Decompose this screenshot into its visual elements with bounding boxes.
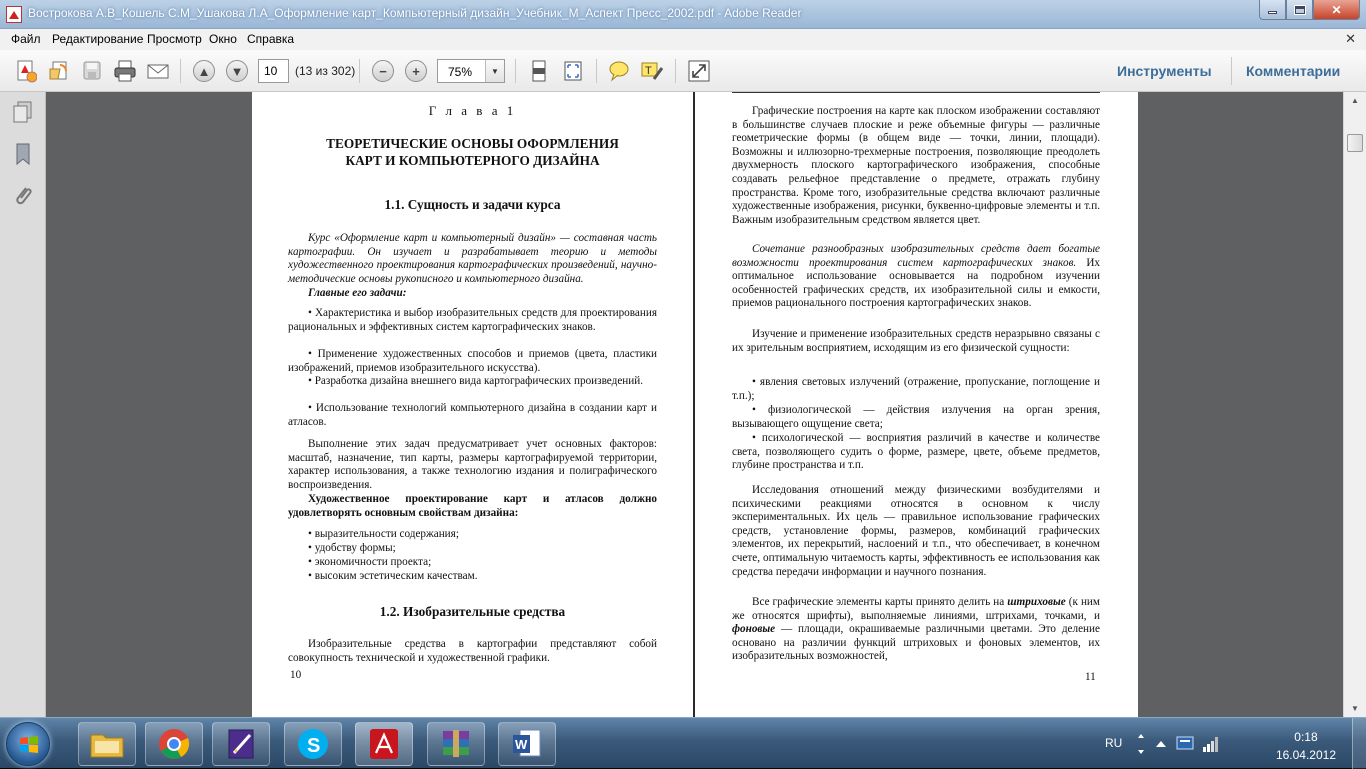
taskbar-app-3[interactable] [212, 722, 270, 766]
page-left [252, 92, 693, 717]
page-thumbnails-icon[interactable] [12, 100, 34, 124]
page-number-right: 11 [1085, 671, 1096, 683]
perception-item-1: • явления световых излучений (отражение, пропускание, поглощение и т.п.); [732, 376, 1100, 402]
task-item-3: • Разработка дизайна внешнего вида картографических произведений. [308, 375, 644, 387]
zoom-value: 75% [448, 65, 473, 79]
plus-icon: + [405, 60, 427, 82]
svg-text:W: W [515, 737, 528, 752]
perception-item-3: • психологической — восприятия различий в качестве и количестве света, позволяющего судить о форме, размере, цвете, объеме предметов, глубине пространства и т.п. [732, 432, 1100, 472]
close-button[interactable] [1313, 0, 1360, 20]
page-number-left: 10 [290, 669, 302, 681]
save-icon [81, 59, 103, 83]
open-icon [48, 59, 70, 83]
window-title: Вострокова А.В_Кошель С.М_Ушакова Л.А_Оформление карт_Компьютерный дизайн_Учебник_М_Аспект Пресс_2002.pdf - Adobe Reader [28, 6, 802, 20]
minimize-button[interactable] [1259, 0, 1286, 20]
task-item-4: • Использование технологий компьютерного дизайна в создании карт и атласов. [288, 402, 657, 428]
menu-view[interactable]: Просмотр [147, 32, 202, 46]
page-count: (13 из 302) [295, 64, 356, 78]
arrow-down-icon: ▼ [226, 60, 248, 82]
intro-paragraph: Курс «Оформление карт и компьютерный дизайн» — составная часть картографии. Он изучает и разрабатывает теорию и методы художественного проектирования картографических произведений, научно-методические основы рукописного и компьютерного дизайна. [288, 232, 657, 285]
document-view[interactable] [46, 92, 1343, 717]
clock-time: 0:18 [1294, 730, 1318, 744]
right-paragraph-2-italic: Сочетание разнообразных изобразительных средств дает богатые возможности проектирования систем картографических знаков. [732, 243, 1100, 269]
zoom-select[interactable] [437, 59, 505, 83]
taskbar [0, 717, 1366, 768]
p5-d: фоновые [732, 623, 776, 636]
factors-paragraph: Выполнение этих задач предусматривает учет основных факторов: масштаб, назначение, тип карты, размеры картографируемой территории, характер использования, а также технологию издания и полиграфического воспроизведения. [288, 438, 657, 491]
windows-logo-icon [19, 735, 39, 755]
zoom-out-button[interactable] [371, 59, 395, 83]
svg-text:T: T [645, 65, 652, 77]
property-item-2: • удобству формы; [308, 542, 396, 554]
right-paragraph-3: Изучение и применение изобразительных средств неразрывно связаны с их зрительным восприятием, исходящим из его физической сущности: [732, 328, 1100, 354]
system-tray [1106, 718, 1366, 769]
previous-page-button[interactable] [192, 59, 216, 83]
property-item-3: • экономичности проекта; [308, 556, 432, 568]
p5-a: Все графические элементы карты принято делить на [752, 596, 1008, 608]
p5-b: штриховые [1007, 596, 1066, 608]
open-button[interactable] [47, 59, 71, 83]
comments-pane-button[interactable]: Комментарии [1246, 63, 1341, 79]
fit-page-icon [562, 59, 584, 83]
tools-pane-button[interactable]: Инструменты [1117, 63, 1212, 79]
tasks-heading: Главные его задачи: [308, 287, 407, 299]
network-signal-icon[interactable] [1202, 733, 1220, 753]
right-paragraph-4: Исследования отношений между физическими возбудителями и психическими реакциями относятся в основном к числу экспериментальных. Их цель — правильное использование графических средств, установление формы, размеров, комбинаций графических элементов, их перекрытий, наслоений и т.п., что обеспечивает, в конечном счете, оптимальную читаемость карты, эффективность ее использования как средства передачи информации и научного познания. [732, 484, 1100, 578]
show-hidden-icons-icon[interactable] [1155, 738, 1167, 748]
vertical-scrollbar[interactable] [1343, 92, 1366, 717]
print-icon [113, 59, 137, 83]
attachments-icon[interactable] [12, 184, 34, 208]
tray-arrows-icon[interactable] [1136, 732, 1146, 756]
create-pdf-button[interactable] [14, 59, 38, 83]
graphic-means-paragraph: Изобразительные средства в картографии представляют собой совокупность технической и художественной графики. [288, 638, 657, 664]
clock[interactable] [1276, 728, 1336, 764]
menu-bar [0, 29, 1366, 50]
close-icon: ✕ [1331, 2, 1342, 17]
create-pdf-icon [15, 59, 37, 83]
skype-icon [296, 727, 330, 761]
chapter-title-line2: КАРТ И КОМПЬЮТЕРНОГО ДИЗАЙНА [345, 153, 600, 168]
scroll-thumb[interactable] [1347, 134, 1363, 152]
keyboard-icon[interactable] [1176, 734, 1194, 752]
clock-date: 16.04.2012 [1275, 748, 1336, 762]
email-icon [146, 59, 170, 83]
scroll-up-icon[interactable]: ▲ [1351, 96, 1359, 105]
menu-edit[interactable]: Редактирование [52, 32, 144, 46]
adobe-reader-taskbar-icon [368, 727, 400, 761]
zoom-in-button[interactable] [404, 59, 428, 83]
next-page-button[interactable] [225, 59, 249, 83]
full-screen-button[interactable] [687, 59, 711, 83]
scrolling-mode-button[interactable] [527, 59, 551, 83]
task-item-2: • Применение художественных способов и приемов (цвета, пластики изображений, приемов изобразительного искусства). [288, 348, 657, 374]
minimize-icon [1268, 11, 1277, 14]
perception-item-2: • физиологической — действия излучения на орган зрения, вызывающего ощущение света; [732, 404, 1100, 430]
chrome-icon [157, 727, 191, 761]
maximize-icon [1295, 6, 1305, 14]
page-right [695, 92, 1138, 717]
right-paragraph-2-rest: Их оптимальное использование основывается на подробном изучении особенностей графических средств, их изобразительной силы и емкости, приемов рационального построения картографических знаков. [732, 256, 1100, 310]
svg-text:S: S [307, 735, 321, 757]
word-icon [510, 727, 544, 761]
taskbar-winrar[interactable] [427, 722, 485, 766]
save-button[interactable] [80, 59, 104, 83]
taskbar-word[interactable] [498, 722, 556, 766]
property-item-1: • выразительности содержания; [308, 528, 459, 540]
start-button[interactable] [6, 722, 50, 766]
right-paragraph-2 [732, 243, 1100, 311]
taskbar-explorer[interactable] [78, 722, 136, 766]
chapter-title-line1: ТЕОРЕТИЧЕСКИЕ ОСНОВЫ ОФОРМЛЕНИЯ [326, 136, 619, 151]
print-button[interactable] [113, 59, 137, 83]
section-heading-1-1: 1.1. Сущность и задачи курса [384, 197, 561, 212]
minus-icon: − [372, 60, 394, 82]
bookmarks-icon[interactable] [12, 142, 34, 166]
section-heading-1-2: 1.2. Изобразительные средства [379, 604, 566, 619]
menu-help[interactable]: Справка [247, 32, 295, 46]
maximize-button[interactable] [1286, 0, 1313, 20]
taskbar-chrome[interactable] [145, 722, 203, 766]
menu-window[interactable]: Окно [209, 32, 237, 46]
adobe-reader-icon [6, 6, 22, 23]
task-item-1: • Характеристика и выбор изобразительных средств для проектирования рациональных и эффективных систем картографических знаков. [288, 307, 657, 333]
title-bar [0, 0, 1366, 29]
winrar-icon [439, 727, 473, 761]
menu-file[interactable]: Файл [11, 32, 41, 46]
property-item-4: • высоким эстетическим качествам. [308, 570, 478, 582]
p5-c: (к ним же относятся шрифты), выполняемые линиями, штрихами, точками, и [732, 596, 1100, 622]
highlight-text-button[interactable] [640, 59, 664, 83]
right-paragraph-5 [732, 596, 1100, 664]
chevron-down-icon[interactable]: ▼ [485, 60, 504, 82]
folder-icon [89, 729, 125, 759]
language-indicator[interactable]: RU [1105, 736, 1123, 750]
expand-icon [687, 59, 711, 83]
navigation-pane [0, 92, 46, 717]
p5-e: — площади, окрашиваемые различными цветами. Это деление основано на различии функций штриховых и фоновых элементов, их изобразительных возможностей, [732, 623, 1100, 663]
taskbar-skype[interactable] [284, 722, 342, 766]
highlighter-icon [640, 59, 664, 83]
comment-button[interactable] [607, 59, 631, 83]
close-document-icon[interactable]: ✕ [1345, 31, 1356, 46]
right-paragraph-1: Графические построения на карте как плоском изображении составляют в большинстве случаев плоские и реже объемные фигуры — различные геометрические формы (в общем виде — точки, линии, площади). Возможны и иллюзорно-трехмерные построения, позволяющие преодолеть двухмерность плоского картографического изображения, способные создавать рельефное представление о предмете, отражать глубину пространства. Кроме того, изобразительные средства включают различные художественные изображения, рисунки, буквенно-цифровые элементы и т.п. Важным изобразительным средством является цвет. [732, 105, 1100, 226]
pen-notes-icon [224, 727, 258, 761]
page-scroll-icon [528, 59, 550, 83]
taskbar-adobe-reader[interactable] [355, 722, 413, 766]
arrow-up-icon: ▲ [193, 60, 215, 82]
design-properties-paragraph: Художественное проектирование карт и атласов должно удовлетворять основным свойствам дизайна: [288, 493, 657, 519]
show-desktop-button[interactable] [1352, 718, 1366, 769]
speech-bubble-icon [607, 59, 631, 83]
chapter-heading: Г л а в а 1 [428, 103, 517, 118]
page-number-input[interactable]: 10 [258, 59, 289, 83]
fit-page-button[interactable] [561, 59, 585, 83]
email-button[interactable] [146, 59, 170, 83]
scroll-down-icon[interactable]: ▼ [1351, 704, 1359, 713]
